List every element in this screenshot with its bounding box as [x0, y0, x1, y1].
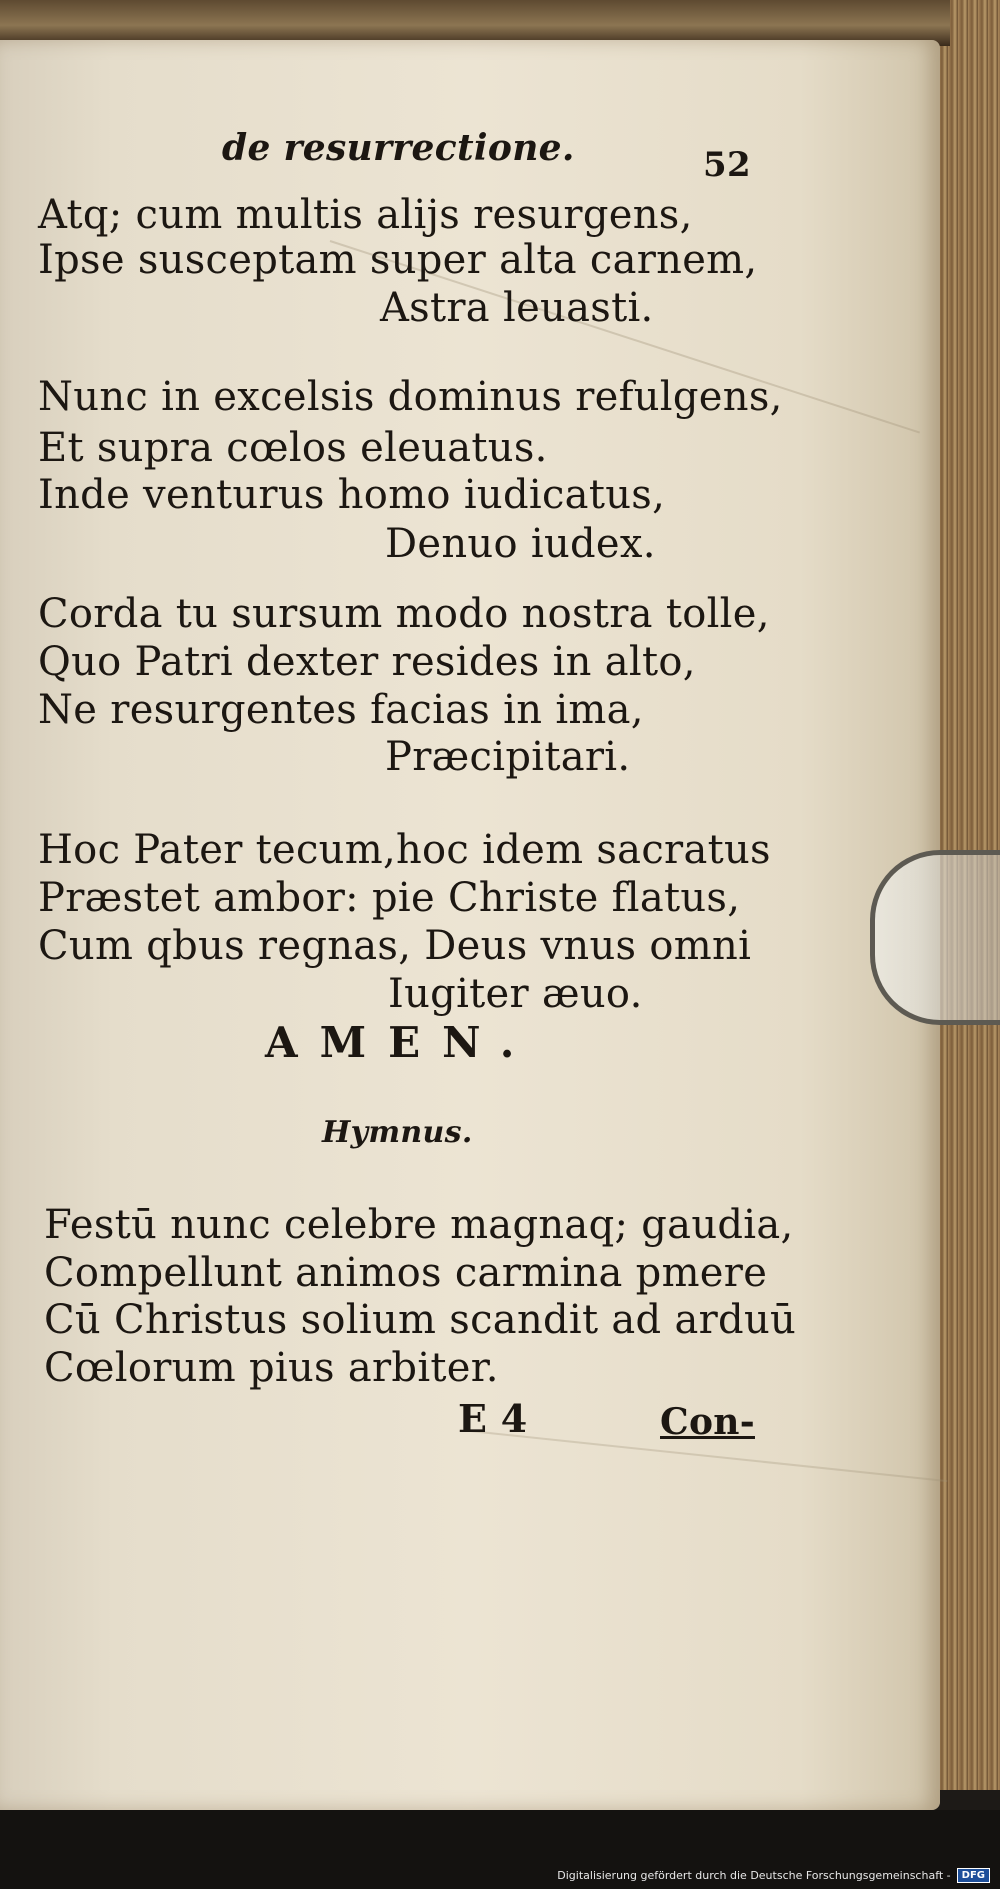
running-header: de resurrectione. — [222, 127, 575, 169]
verse-line: Astra leuasti. — [380, 285, 654, 331]
verse-line: Compellunt animos carmina pmere — [44, 1250, 768, 1296]
digitization-credit — [557, 1868, 990, 1883]
credit-text: Digitalisierung gefördert durch die Deutsche Forschungsgemeinschaft - — [557, 1869, 951, 1882]
verse-line: Quo Patri dexter resides in alto, — [38, 639, 696, 685]
verse-line: Et supra cœlos eleuatus. — [38, 425, 548, 471]
catchword: Con- — [660, 1401, 755, 1443]
verse-line: Ipse susceptam super alta carnem, — [38, 237, 758, 283]
folio-number: 52 — [703, 145, 751, 185]
verse-line: Inde venturus homo iudicatus, — [38, 472, 666, 518]
verse-line: Præcipitari. — [385, 734, 631, 780]
verse-line: Cū Christus solium scandit ad arduū — [44, 1297, 797, 1343]
verse-line: Cœlorum pius arbiter. — [44, 1345, 499, 1391]
page-clip — [870, 850, 1000, 1025]
verse-line: Corda tu sursum modo nostra tolle, — [38, 591, 770, 637]
dfg-logo-icon: DFG — [957, 1868, 990, 1883]
verse-line: Festū nunc celebre magnaq; gaudia, — [44, 1202, 794, 1248]
verse-line: Hoc Pater tecum,hoc idem sacratus — [38, 827, 771, 873]
hymn-heading: Hymnus. — [322, 1115, 473, 1150]
amen-line: AMEN. — [265, 1018, 537, 1067]
verse-line: Denuo iudex. — [385, 521, 656, 567]
verse-line: Cum qbus regnas, Deus vnus omni — [38, 923, 752, 969]
signature-mark: E 4 — [458, 1396, 528, 1441]
verse-line: Ne resurgentes facias in ima, — [38, 687, 644, 733]
verse-line: Nunc in excelsis dominus refulgens, — [38, 374, 783, 420]
viewer-footer — [0, 1810, 1000, 1889]
verse-line: Atq; cum multis alijs resurgens, — [38, 192, 693, 238]
verse-line: Iugiter æuo. — [388, 971, 643, 1017]
verse-line: Præstet ambor: pie Christe flatus, — [38, 875, 741, 921]
